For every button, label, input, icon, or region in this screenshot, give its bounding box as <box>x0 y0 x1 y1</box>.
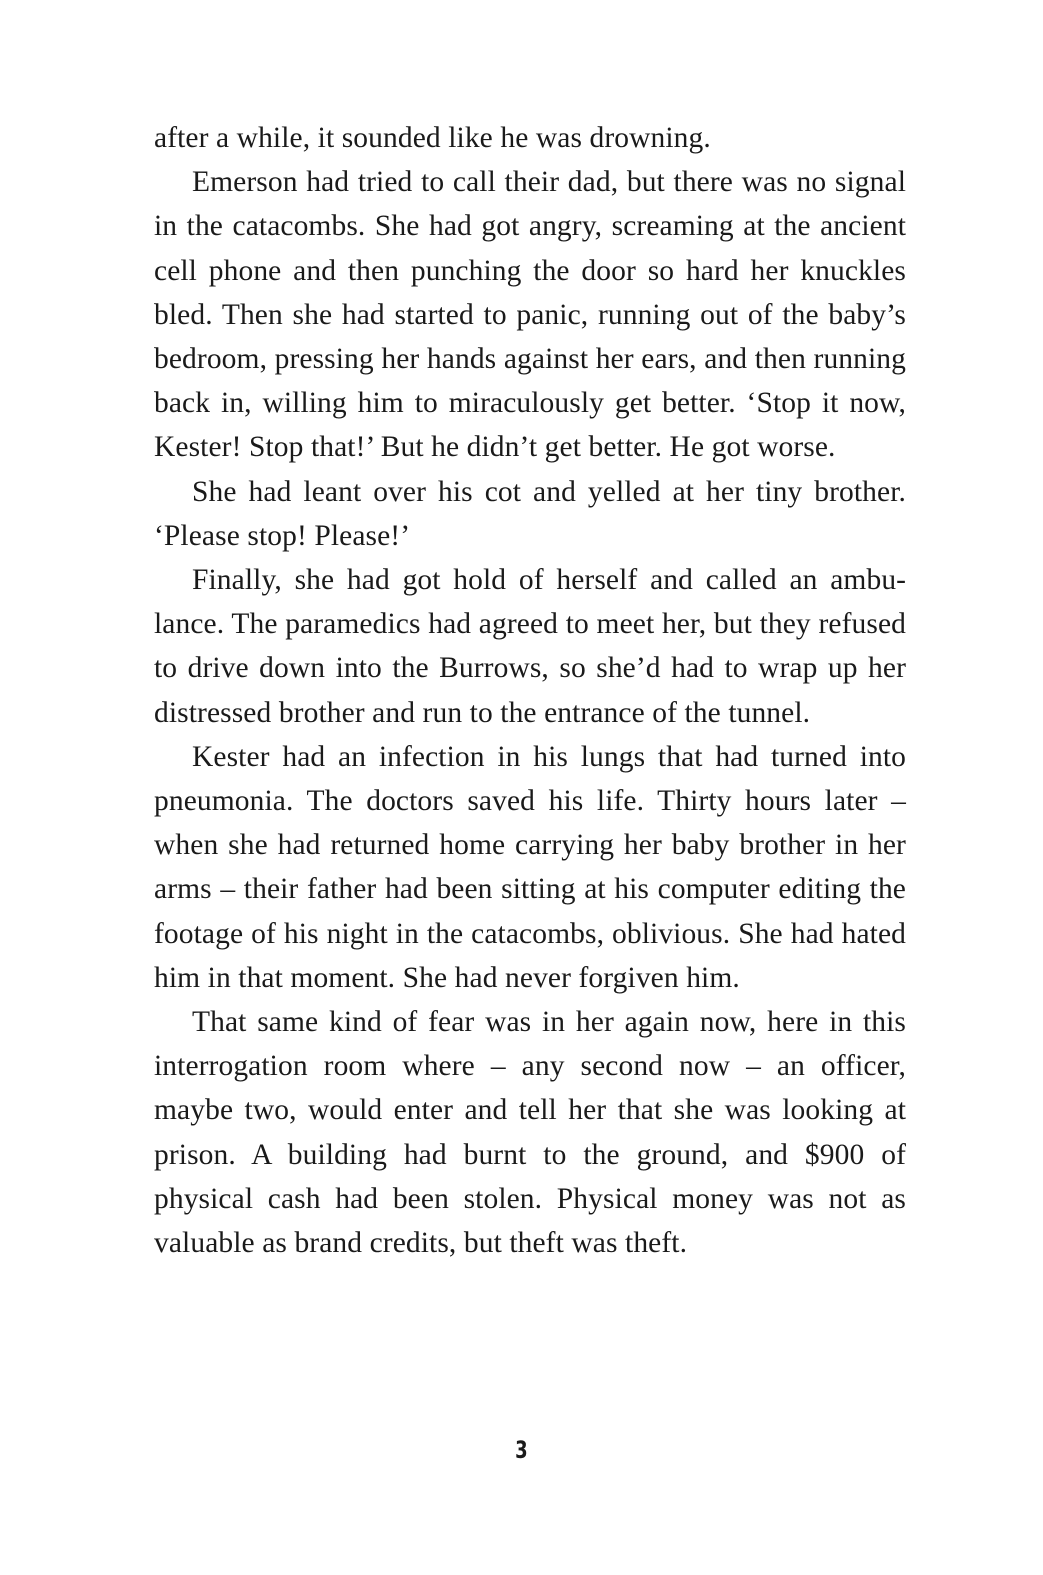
body-text <box>154 116 906 1265</box>
paragraph: Finally, she had got hold of herself and called an ambulance. The paramedics had agreed to meet her, but they refused to drive down into the Burrows, so she’d had to wrap up her distressed brother and run to the entrance of the tunnel. <box>154 564 906 729</box>
paragraph: Emerson had tried to call their dad, but there was no signal in the catacombs. She had got angry, screaming at the ancient cell phone and then punching the door so hard her knuckles bled. Then she had started to panic, running out of the baby’s bedroom, pressing her hands against her ears, and then running back in, willing him to miraculously get better. ‘Stop it now, Kester! Stop that!’ But he didn’t get better. He got worse. <box>154 166 906 464</box>
paragraph: That same kind of fear was in her again now, here in this interrogation room where – any second now – an officer, maybe two, would enter and tell her that she was looking at prison. A building had burnt to the ground, and $900 of physical cash had been stolen. Physical money was not as valuable as brand credits, but theft was theft. <box>154 1006 906 1260</box>
paragraph: She had leant over his cot and yelled at her tiny brother. ‘Please stop! Please!’ <box>154 475 906 552</box>
paragraph-continuation: after a while, it sounded like he was drowning. <box>154 122 711 154</box>
paragraph: Kester had an infection in his lungs that had turned into pneumonia. The doctors saved his life. Thirty hours later – when she had returned home carrying her baby brother in her arms – their father had been sitting at his computer editing the footage of his night in the catacombs, oblivious. She had hated him in that moment. She had never forgiven him. <box>154 740 906 994</box>
page-number: 3 <box>515 1436 528 1464</box>
